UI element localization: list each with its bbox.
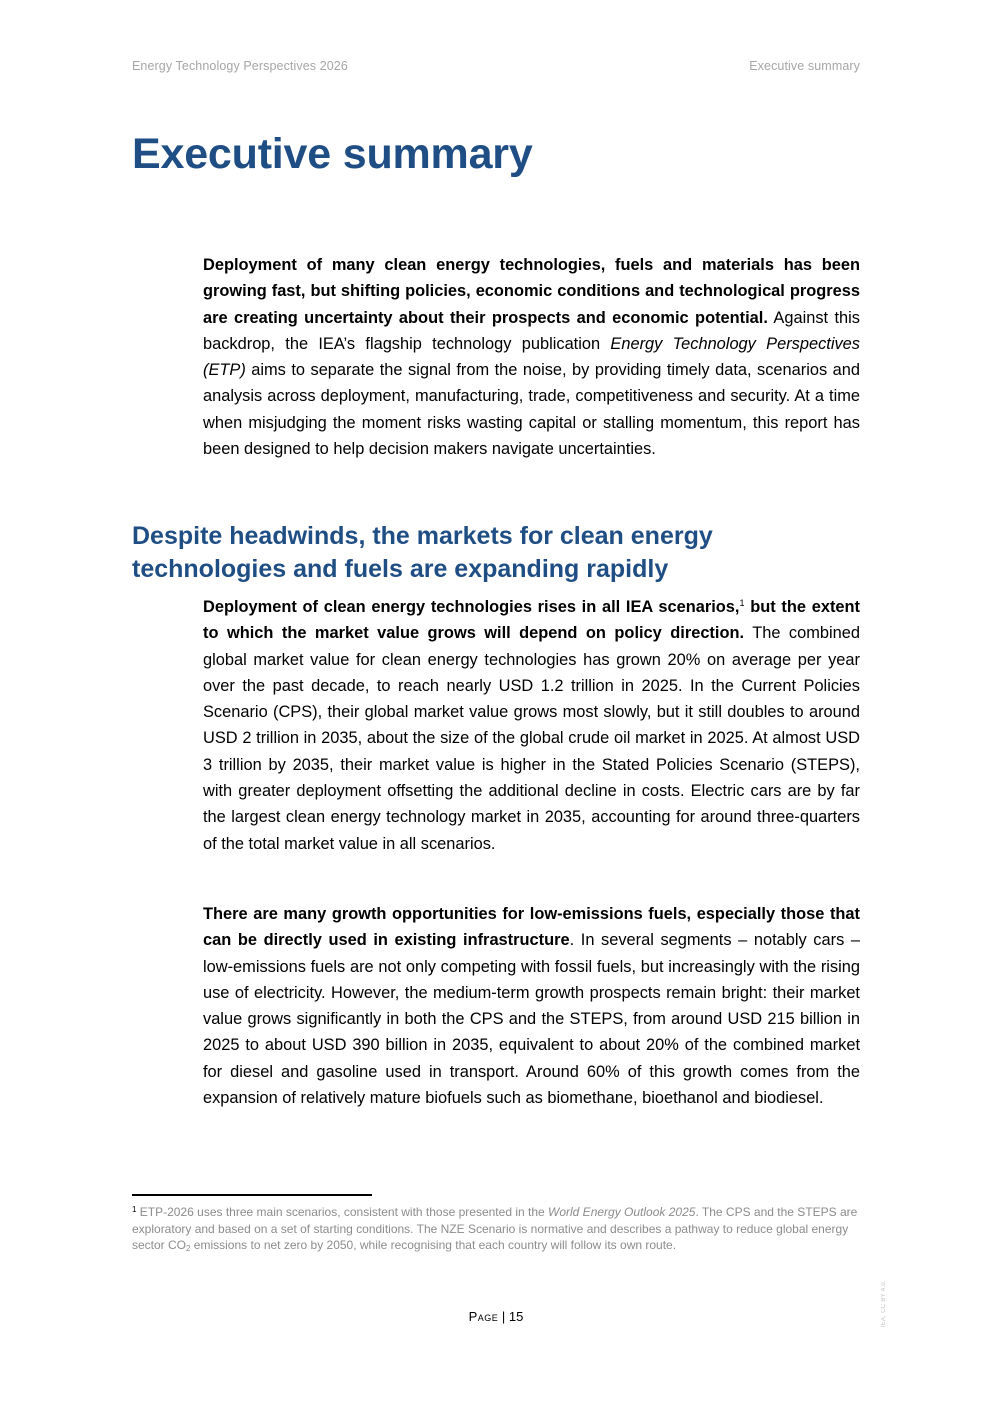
page-separator: |: [498, 1309, 509, 1324]
footnote-divider: [132, 1194, 372, 1196]
para1-bold-lead-a: Deployment of clean energy technologies rises in all IEA scenarios,: [203, 598, 740, 616]
license-notice: IEA. CC BY 4.0.: [881, 1280, 887, 1328]
page-number: [0, 1309, 992, 1324]
footnote-italic-title: World Energy Outlook 2025: [548, 1205, 696, 1219]
footnote-subscript: 2: [186, 1244, 191, 1253]
intro-text-1: Against this backdrop, the IEA’s flagship technology publication: [203, 308, 860, 353]
para2-text: . In several segments – notably cars – low-emissions fuels are not only competing with fossil fuels, but increasingly with the rising use of electricity. However, the medium-term growth prospects remain bright: their market value grows significantly in both the CPS and the STEPS, from around USD 215 billion in 2025 to about USD 390 billion in 2035, equivalent to about 20% of the combined market for diesel and gasoline used in transport. Around 60% of this growth comes from the expansion of relatively mature biofuels such as biomethane, bioethanol and biodiesel.: [203, 931, 860, 1108]
header-section-title: Executive summary: [749, 59, 860, 73]
footnote: [132, 1204, 860, 1254]
page-title: Executive summary: [132, 130, 533, 178]
para1-text: The combined global market value for clean energy technologies has grown 20% on average per year over the past decade, to reach nearly USD 1.2 trillion in 2025. In the Current Policies Scenario (CPS), their global market value grows most slowly, but it still doubles to around USD 2 trillion in 2035, about the size of the global crude oil market in 2025. At almost USD 3 trillion by 2035, their market value is higher in the Stated Policies Scenario (STEPS), with greater deployment offsetting the additional decline in costs. Electric cars are by far the largest clean energy technology market in 2035, accounting for around three-quarters of the total market value in all scenarios.: [203, 624, 860, 853]
intro-paragraph: [203, 252, 860, 462]
header-publication-title: Energy Technology Perspectives 2026: [132, 59, 348, 73]
footnote-reference[interactable]: 1: [739, 598, 745, 608]
section-paragraph-1: [203, 594, 860, 857]
footnote-text-3: emissions to net zero by 2050, while recognising that each country will follow its own route.: [190, 1238, 677, 1252]
section-paragraph-2: [203, 901, 860, 1111]
intro-text-2: aims to separate the signal from the noise, by providing timely data, scenarios and analysis across deployment, manufacturing, trade, competitiveness and security. At a time when misjudging the moment risks wasting capital or stalling momentum, this report has been designed to help decision makers navigate uncertainties.: [203, 361, 860, 459]
para1-bold-lead-b: but the extent to which the market value grows will depend on policy direction.: [203, 598, 860, 643]
para2-bold-lead: There are many growth opportunities for low-emissions fuels, especially those that can be directly used in existing infrastructure: [203, 905, 860, 950]
footnote-text-1: ETP-2026 uses three main scenarios, consistent with those presented in the: [136, 1205, 549, 1219]
running-header: [132, 59, 860, 73]
footnote-text-2: . The CPS and the STEPS are exploratory and based on a set of starting conditions. The NZE Scenario is normative and describes a pathway to reduce global energy sector CO: [132, 1205, 858, 1252]
page-number-value: 15: [508, 1309, 524, 1324]
section-heading: Despite headwinds, the markets for clean energy technologies and fuels are expanding rapidly: [132, 522, 713, 583]
intro-publication-name: Energy Technology Perspectives (ETP): [203, 334, 860, 380]
intro-bold-lead: Deployment of many clean energy technologies, fuels and materials has been growing fast, but shifting policies, economic conditions and technological progress are creating uncertainty about their prospects and economic potential.: [203, 256, 860, 327]
page-label: Page: [468, 1309, 499, 1324]
footnote-number: 1: [132, 1205, 137, 1214]
